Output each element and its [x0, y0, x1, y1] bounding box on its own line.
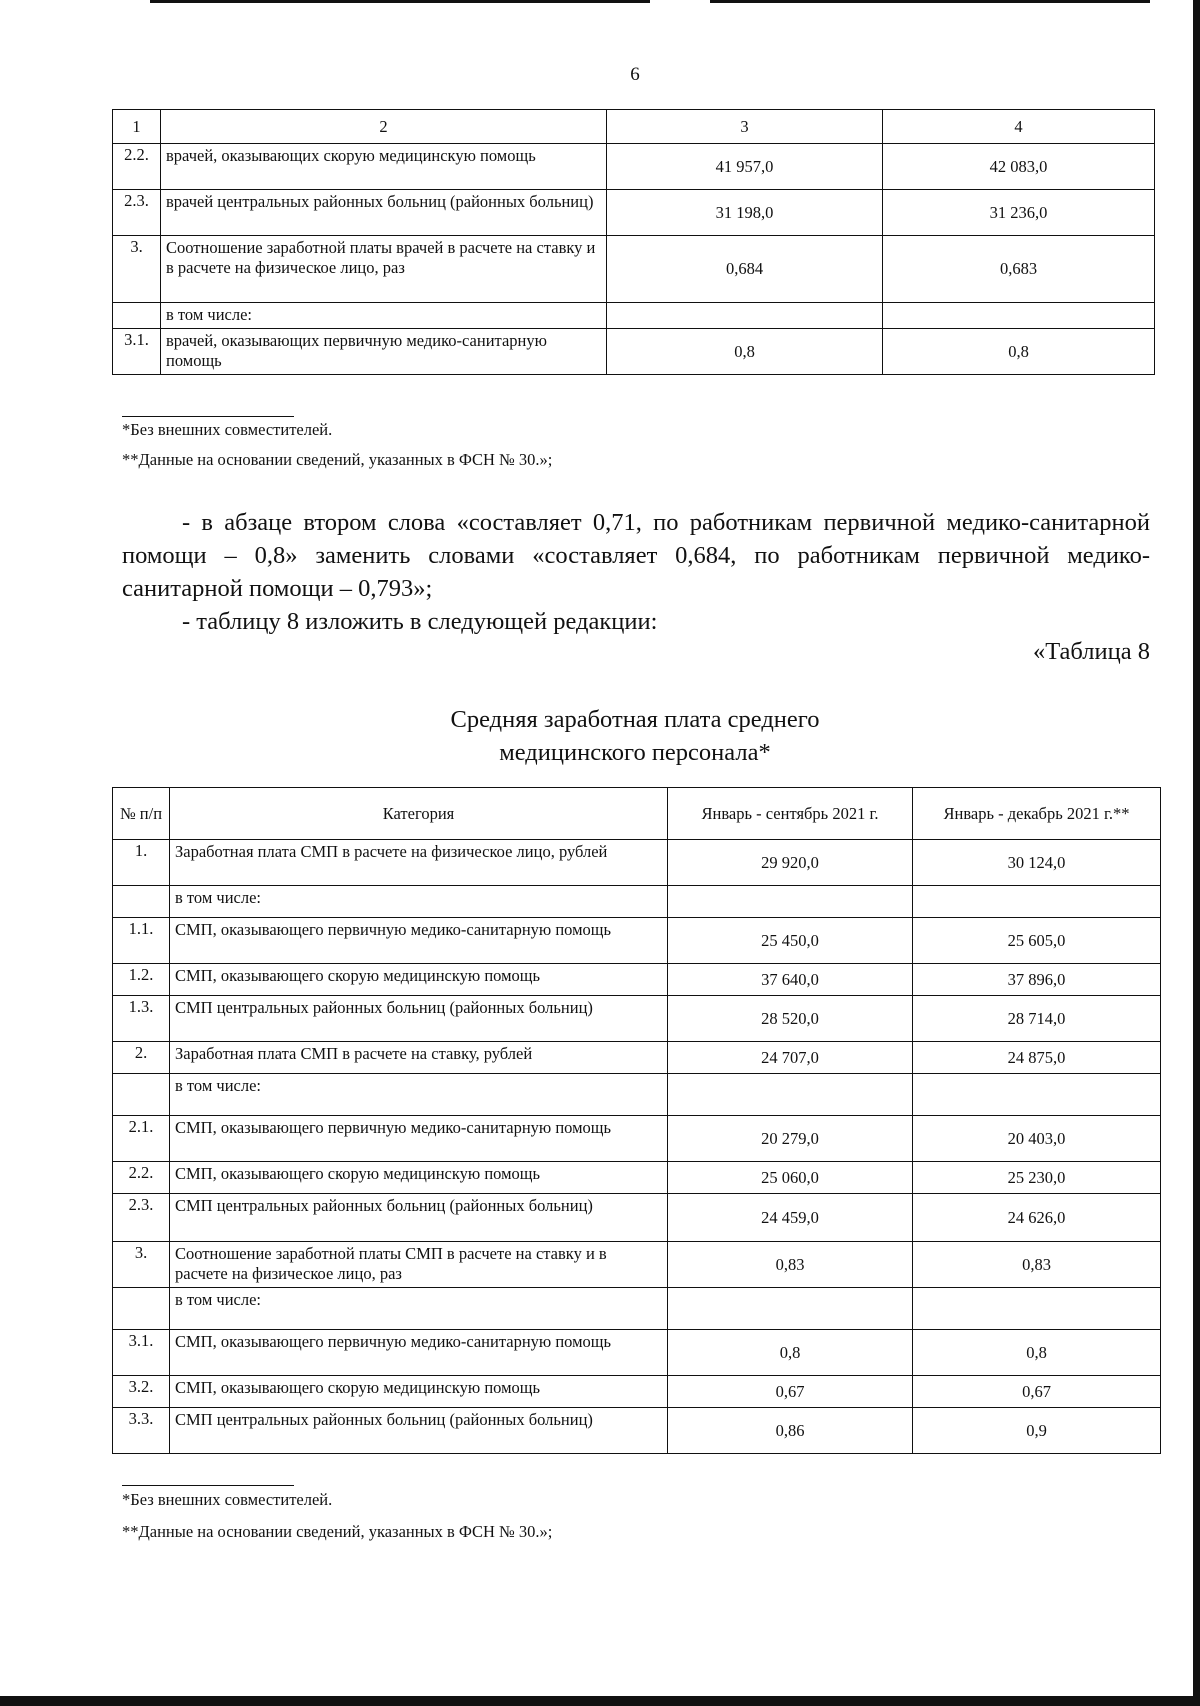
header-col-3: 3	[607, 110, 883, 144]
table-row	[113, 1116, 1161, 1162]
table-row	[113, 303, 1155, 329]
row-number: 2.3.	[113, 190, 161, 236]
row-value-jan-dec: 30 124,0	[913, 840, 1161, 886]
table-row	[113, 1330, 1161, 1376]
row-number: 2.2.	[113, 1162, 170, 1194]
table-continued	[112, 109, 1155, 375]
row-number	[113, 1288, 170, 1330]
row-number	[113, 886, 170, 918]
scan-edge-top	[0, 0, 1200, 4]
table-row	[113, 1162, 1161, 1194]
row-value-jan-sep: 0,86	[668, 1408, 913, 1454]
amendment-paragraph: - в абзаце втором слова «составляет 0,71, по работникам первичной медико-санитарной помощи – 0,8» заменить словами «составляет 0,684, по работникам первичной медико-санитарной помощи – 0,793»;	[122, 509, 1150, 602]
scan-edge-right	[1193, 0, 1200, 1706]
row-value-jan-sep: 25 450,0	[668, 918, 913, 964]
header-col-1: 1	[113, 110, 161, 144]
row-value-jan-sep: 20 279,0	[668, 1116, 913, 1162]
row-label: СМП, оказывающего первичную медико-санитарную помощь	[170, 1116, 668, 1162]
row-value-jan-sep: 37 640,0	[668, 964, 913, 996]
table-title-line-2: медицинского персонала*	[499, 739, 771, 766]
header-jan-sep: Январь - сентябрь 2021 г.	[668, 788, 913, 840]
row-number: 2.2.	[113, 144, 161, 190]
row-value-jan-sep: 0,8	[668, 1330, 913, 1376]
row-value-jan-dec	[913, 1074, 1161, 1116]
row-label: СМП центральных районных больниц (районных больниц)	[170, 996, 668, 1042]
table-row	[113, 144, 1155, 190]
footnote-rule	[122, 416, 294, 417]
row-value-jan-sep: 28 520,0	[668, 996, 913, 1042]
row-value-jan-sep: 29 920,0	[668, 840, 913, 886]
footnote-1: *Без внешних совместителей.	[122, 420, 333, 439]
footnote-2: **Данные на основании сведений, указанных в ФСН № 30.»;	[122, 450, 553, 469]
row-number: 3.	[113, 236, 161, 303]
row-label: в том числе:	[170, 1074, 668, 1116]
row-label: Соотношение заработной платы врачей в расчете на ставку и в расчете на физическое лицо, раз	[161, 236, 607, 303]
row-value-jan-dec	[913, 886, 1161, 918]
row-label: СМП, оказывающего скорую медицинскую помощь	[170, 964, 668, 996]
footnote-rule	[122, 1485, 294, 1486]
row-value-col4: 0,8	[883, 329, 1155, 375]
amendment-line: - таблицу 8 изложить в следующей редакции:	[182, 608, 658, 635]
row-number: 3.3.	[113, 1408, 170, 1454]
table-row	[113, 1042, 1161, 1074]
row-number: 1.3.	[113, 996, 170, 1042]
table-title-line-1: Средняя заработная плата среднего	[450, 706, 820, 733]
scan-edge-bottom	[0, 1696, 1200, 1706]
row-label: врачей, оказывающих первичную медико-санитарную помощь	[161, 329, 607, 375]
table-row	[113, 1376, 1161, 1408]
row-value-col3: 31 198,0	[607, 190, 883, 236]
row-value-jan-dec: 0,9	[913, 1408, 1161, 1454]
row-value-col4: 31 236,0	[883, 190, 1155, 236]
table-row	[113, 1242, 1161, 1288]
table-row	[113, 996, 1161, 1042]
row-number: 3.1.	[113, 1330, 170, 1376]
row-number: 2.1.	[113, 1116, 170, 1162]
header-category: Категория	[170, 788, 668, 840]
row-value-jan-dec	[913, 1288, 1161, 1330]
table-row	[113, 918, 1161, 964]
page-number: 6	[630, 64, 640, 85]
row-value-jan-dec: 0,8	[913, 1330, 1161, 1376]
row-number	[113, 303, 161, 329]
table-row	[113, 886, 1161, 918]
row-label: СМП, оказывающего первичную медико-санитарную помощь	[170, 918, 668, 964]
table-row	[113, 964, 1161, 996]
row-value-jan-dec: 25 605,0	[913, 918, 1161, 964]
row-label: Заработная плата СМП в расчете на ставку, рублей	[170, 1042, 668, 1074]
row-number	[113, 1074, 170, 1116]
header-col-4: 4	[883, 110, 1155, 144]
row-label: СМП, оказывающего скорую медицинскую помощь	[170, 1162, 668, 1194]
row-value-jan-dec: 25 230,0	[913, 1162, 1161, 1194]
row-value-jan-dec: 24 875,0	[913, 1042, 1161, 1074]
row-value-col3: 41 957,0	[607, 144, 883, 190]
row-value-jan-dec: 20 403,0	[913, 1116, 1161, 1162]
header-col-2: 2	[161, 110, 607, 144]
row-label: врачей центральных районных больниц (районных больниц)	[161, 190, 607, 236]
row-value-jan-sep	[668, 1288, 913, 1330]
row-label: СМП центральных районных больниц (районных больниц)	[170, 1194, 668, 1242]
row-number: 1.1.	[113, 918, 170, 964]
row-label: СМП, оказывающего первичную медико-санитарную помощь	[170, 1330, 668, 1376]
row-value-jan-sep	[668, 886, 913, 918]
row-number: 2.	[113, 1042, 170, 1074]
row-value-jan-sep	[668, 1074, 913, 1116]
row-value-jan-dec: 28 714,0	[913, 996, 1161, 1042]
row-value-jan-sep: 0,67	[668, 1376, 913, 1408]
row-value-col4: 42 083,0	[883, 144, 1155, 190]
row-value-jan-sep: 25 060,0	[668, 1162, 913, 1194]
row-value-col3: 0,684	[607, 236, 883, 303]
row-label: в том числе:	[161, 303, 607, 329]
row-label: СМП, оказывающего скорую медицинскую помощь	[170, 1376, 668, 1408]
row-number: 1.2.	[113, 964, 170, 996]
row-label: врачей, оказывающих скорую медицинскую помощь	[161, 144, 607, 190]
row-label: Заработная плата СМП в расчете на физическое лицо, рублей	[170, 840, 668, 886]
table-row	[113, 1194, 1161, 1242]
table-row	[113, 329, 1155, 375]
table-row	[113, 190, 1155, 236]
row-value-jan-dec: 0,67	[913, 1376, 1161, 1408]
row-number: 1.	[113, 840, 170, 886]
row-number: 2.3.	[113, 1194, 170, 1242]
header-num: № п/п	[113, 788, 170, 840]
row-number: 3.1.	[113, 329, 161, 375]
table-row	[113, 236, 1155, 303]
table-8	[112, 787, 1161, 1454]
row-value-jan-dec: 24 626,0	[913, 1194, 1161, 1242]
row-value-jan-dec: 0,83	[913, 1242, 1161, 1288]
table-row	[113, 840, 1161, 886]
row-label: в том числе:	[170, 886, 668, 918]
row-value-jan-dec: 37 896,0	[913, 964, 1161, 996]
header-jan-dec: Январь - декабрь 2021 г.**	[913, 788, 1161, 840]
row-number: 3.	[113, 1242, 170, 1288]
table-row	[113, 1408, 1161, 1454]
table-row	[113, 1074, 1161, 1116]
row-value-col4: 0,683	[883, 236, 1155, 303]
table-header-row	[113, 110, 1155, 144]
footnote-1: *Без внешних совместителей.	[122, 1490, 333, 1509]
row-value-col3: 0,8	[607, 329, 883, 375]
table-row	[113, 1288, 1161, 1330]
row-value-jan-sep: 24 707,0	[668, 1042, 913, 1074]
row-number: 3.2.	[113, 1376, 170, 1408]
row-value-jan-sep: 24 459,0	[668, 1194, 913, 1242]
row-label: СМП центральных районных больниц (районных больниц)	[170, 1408, 668, 1454]
footnote-2: **Данные на основании сведений, указанных в ФСН № 30.»;	[122, 1522, 553, 1541]
row-value-col3	[607, 303, 883, 329]
row-label: в том числе:	[170, 1288, 668, 1330]
row-value-col4	[883, 303, 1155, 329]
row-label: Соотношение заработной платы СМП в расчете на ставку и в расчете на физическое лицо, раз	[170, 1242, 668, 1288]
table-label: «Таблица 8	[1032, 638, 1150, 665]
table-header-row	[113, 788, 1161, 840]
row-value-jan-sep: 0,83	[668, 1242, 913, 1288]
